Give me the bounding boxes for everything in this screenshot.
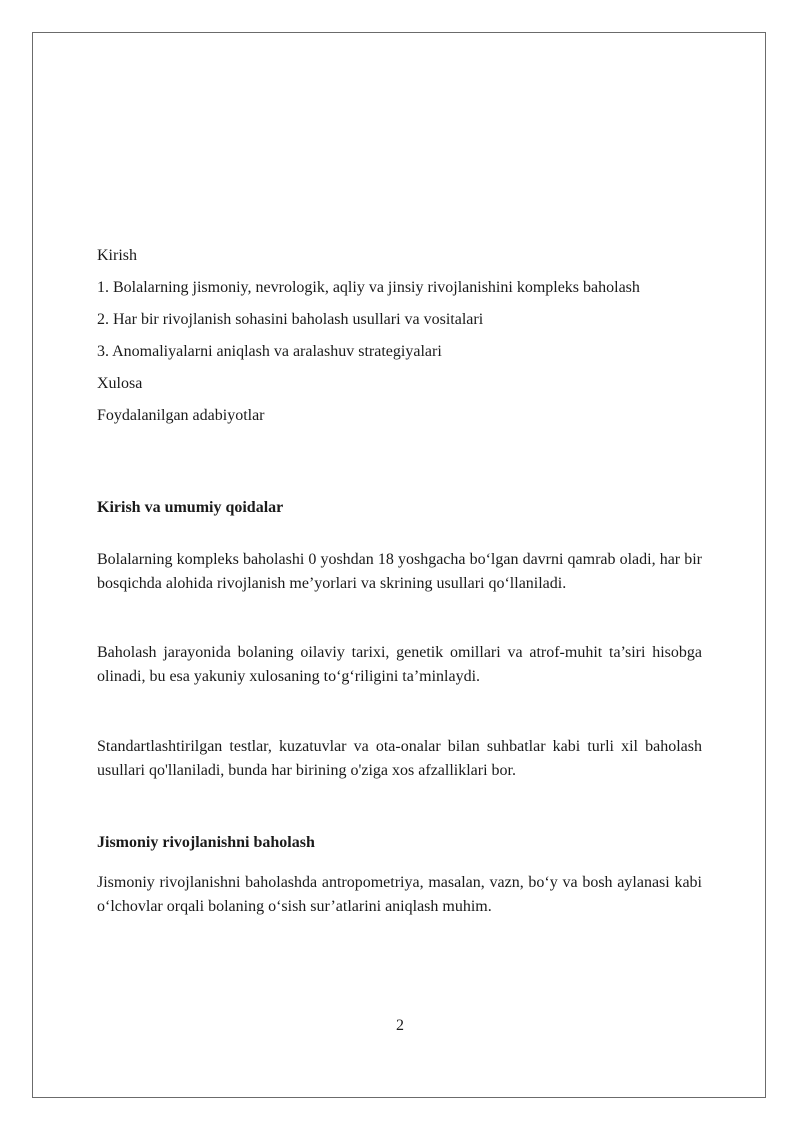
toc-item-kirish: Kirish xyxy=(97,247,137,264)
intro-paragraph-3: Standartlashtirilgan testlar, kuzatuvlar va ota-onalar bilan suhbatlar kabi turli xil baholash usullari qo'llaniladi, bunda har birining o'ziga xos afzalliklari bor. xyxy=(97,738,702,779)
physical-paragraph-1: Jismoniy rivojlanishni baholashda antropometriya, masalan, vazn, bo‘y va bosh aylanasi kabi o‘lchovlar orqali bolaning o‘sish sur’atlarini aniqlash muhim. xyxy=(97,874,702,915)
toc-item-3: 3. Anomaliyalarni aniqlash va aralashuv strategiyalari xyxy=(97,343,442,360)
intro-paragraph-1: Bolalarning kompleks baholashi 0 yoshdan 18 yoshgacha bo‘lgan davrni qamrab oladi, har bir bosqichda alohida rivojlanish me’yorlari va skrining usullari qo‘llaniladi. xyxy=(97,551,702,592)
toc-item-xulosa: Xulosa xyxy=(97,375,143,392)
section-heading-intro: Kirish va umumiy qoidalar xyxy=(97,499,284,516)
document-body xyxy=(97,240,702,919)
page-number: 2 xyxy=(396,1017,404,1034)
toc-item-adabiyotlar: Foydalanilgan adabiyotlar xyxy=(97,407,265,424)
toc-item-1: 1. Bolalarning jismoniy, nevrologik, aqliy va jinsiy rivojlanishini kompleks baholash xyxy=(97,279,640,296)
toc-item-2: 2. Har bir rivojlanish sohasini baholash usullari va vositalari xyxy=(97,311,484,328)
intro-paragraph-2: Baholash jarayonida bolaning oilaviy tarixi, genetik omillari va atrof-muhit ta’siri hisobga olinadi, bu esa yakuniy xulosaning to‘g‘riligini ta’minlaydi. xyxy=(97,644,702,685)
section-heading-physical: Jismoniy rivojlanishni baholash xyxy=(97,834,315,851)
table-of-contents xyxy=(97,240,702,432)
